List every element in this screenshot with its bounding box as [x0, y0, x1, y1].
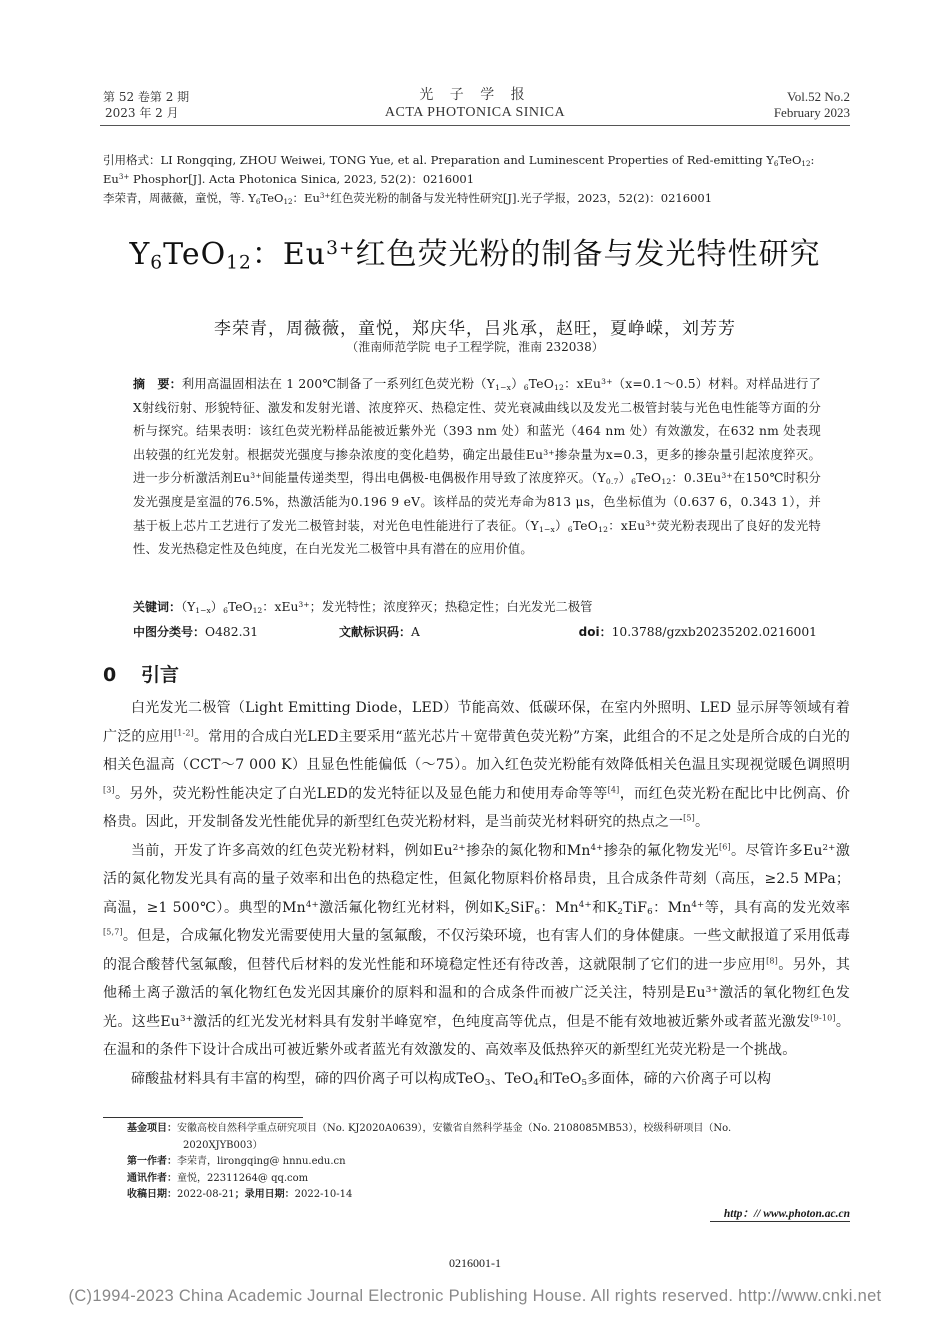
cnki-watermark: (C)1994-2023 China Academic Journal Electronic Publishing House. All rights reserved. http://www.cnki.net	[68, 1287, 882, 1305]
header-date-en: February 2023	[773, 105, 850, 120]
keywords: 关键词：$(Y_{1-x})_6TeO_{12}$：xEu$^{3+}$；发光特性；浓度猝灭；热稳定性；白光发光二极管	[133, 599, 593, 615]
keywords-label: 关键词：	[133, 600, 182, 614]
clc-number: 中图分类号：O482.31	[133, 625, 259, 639]
section-heading	[103, 660, 179, 687]
header-vol-en: Vol.52 No.2	[787, 89, 850, 104]
header-volume-en	[774, 89, 850, 121]
header-rule	[100, 125, 850, 126]
doi[interactable]: doi：10.3788/gzxb20235202.0216001	[578, 625, 817, 639]
first-author: 第一作者：李荣青，lirongqing@ hnnu.edu.cn	[127, 1156, 346, 1167]
paragraph: 碲酸盐材料具有丰富的构型，碲的四价离子可以构成TeO$_3$、TeO$_4$和TeO$_5$多面体，碲的六价离子可以构	[131, 1070, 772, 1088]
document-code: 文献标识码：A	[339, 625, 420, 639]
page-number: 0216001-1	[449, 1256, 501, 1270]
footnote-rule	[103, 1117, 303, 1118]
author-list: 李荣青，周薇薇，童悦，郑庆华，吕兆承，赵旺，夏峥嵘，刘芳芳	[214, 319, 736, 339]
header-volume-cn: 第 52 卷第 2 期	[103, 90, 190, 104]
citation-ref[interactable]: [3]	[103, 784, 115, 794]
funding: 基金项目：安徽高校自然科学重点研究项目（No. KJ2020A0639），安徽省自然科学基金（No. 2108085MB53），校级科研项目（No.	[127, 1123, 732, 1134]
citation-ref[interactable]: [5]	[683, 813, 695, 823]
journal-name-cn: 光 子 学 报	[419, 87, 531, 103]
citation-cn: 李荣青，周薇薇，童悦，等. $Y_6TeO_{12}$：$Eu^{3+}$红色荧光粉的制备与发光特性研究[J].光子学报，2023，52(2)：0216001	[103, 191, 713, 206]
section-title: 引言	[141, 664, 180, 686]
url-rule	[710, 1221, 850, 1222]
paragraph: 白光发光二极管（Light Emitting Diode，LED）节能高效、低碳环保，在室内外照明、LED 显示屏等领域有着广泛的应用[1-2]。常用的合成白光LED主要采用“蓝光芯片＋宽带黄色荧光粉”方案，此组合的不足之处是所合成的白光的相关色温高（CCT～7 000 K）且显色性能偏低（～75）。加入红色荧光粉能有效降低相关色温且实现视觉暖色调照明[3]。另外，荧光粉性能决定了白光LED的发光特征以及显色能力和使用寿命等等[4]，而红色荧光粉在配比中比例高、价格贵。因此，开发制备发光性能优异的新型红色荧光粉材料，是当前荧光材料研究的热点之一[5]。	[103, 700, 850, 830]
citation-ref[interactable]: [8]	[766, 955, 778, 965]
citation-en: 引用格式：LI Rongqing, ZHOU Weiwei, TONG Yue, et al. Preparation and Luminescent Properties of Red-emitting $Y_6TeO_{12}$: $Eu^{3+}$ Phosphor[J]. Acta Photonica Sinica, 2023, 52(2)：0216001	[103, 153, 815, 186]
paper-title: $Y_6TeO_{12}$：$Eu^{3+}$红色荧光粉的制备与发光特性研究	[129, 237, 821, 274]
body-text	[103, 694, 850, 1093]
citation-ref[interactable]: [1-2]	[173, 727, 194, 737]
dates: 收稿日期：2022-08-21；录用日期：2022-10-14	[127, 1189, 353, 1200]
citation-ref[interactable]: [5,7]	[103, 927, 123, 937]
section-number: 0	[103, 664, 117, 686]
corresponding-author: 通讯作者：童悦，22311264@ qq.com	[127, 1172, 309, 1184]
abstract: 摘 要：利用高温固相法在 1 200℃制备了一系列红色荧光粉$(Y_{1-x})_6TeO_{12}$：xEu$^{3+}$（x=0.1～0.5）材料。对样品进行了X射线衍射、形貌特征、激发和发射光谱、浓度猝灭、热稳定性、荧光衰减曲线以及发光二极管封装与光色电性能等方面的分析与探究。结果表明：该红色荧光粉样品能被近紫外光（393 nm 处）和蓝光（464 nm 处）有效激发，在632 nm 处表现出较强的红光发射。根据荧光强度与掺杂浓度的变化趋势，确定出最佳$Eu^{3+}$掺杂量为x=0.3，更多的掺杂量引起浓度猝灭。进一步分析激活剂$Eu^{3+}$间能量传递类型，得出电偶极-电偶极作用导致了浓度猝灭。$(Y_{0.7})_6TeO_{12}$：$0.3Eu^{3+}$在150℃时积分发光强度是室温的76.5%，热激活能为0.196 9 eV。该样品的荧光寿命为813 μs，色坐标值为（0.637 6，0.343 1），并基于板上芯片工艺进行了发光二极管封装，对光色电性能进行了表征。$(Y_{1-x})_6TeO_{12}$：xEu$^{3+}$荧光粉表现出了良好的发光特性、发光热稳定性及色纯度，在白光发光二极管中具有潜在的应用价值。	[133, 376, 822, 557]
journal-url[interactable]: http：// www.photon.ac.cn	[723, 1208, 850, 1220]
abstract-label: 摘 要：	[133, 377, 182, 391]
paragraph: 当前，开发了许多高效的红色荧光粉材料，例如$Eu^{2+}$掺杂的氮化物和$Mn^{4+}$掺杂的氟化物发光[6]。尽管许多$Eu^{2+}$激活的氮化物发光具有高的量子效率和出色的热稳定性，但氮化物原料价格昂贵，且合成条件苛刻（高压，≥2.5 MPa；高温，≥1 500℃）。典型的$Mn^{4+}$激活氟化物红光材料，例如$K_2SiF_6$：$Mn^{4+}$和$K_2TiF_6$：$Mn^{4+}$等，具有高的发光效率[5,7]。但是，合成氟化物发光需要使用大量的氢氟酸，不仅污染环境，也有害人们的身体健康。一些文献报道了采用低毒的混合酸替代氢氟酸，但替代后材料的发光性能和环境稳定性还有待改善，这就限制了它们的进一步应用[8]。另外，其他稀土离子激活的氧化物红色发光因其廉价的原料和温和的合成条件而被广泛关注，特别是$Eu^{3+}$激活的氧化物红色发光。这些$Eu^{3+}$激活的红光发光材料具有发射半峰宽窄，色纯度高等优点，但是不能有效地被近紫外或者蓝光激发[9-10]。在温和的条件下设计合成出可被近紫外或者蓝光有效激发的、高效率及低热猝灭的新型红光荧光粉是一个挑战。	[103, 841, 851, 1058]
header-date-cn: 2023 年 2 月	[105, 106, 179, 120]
citation-ref[interactable]: [4]	[607, 784, 620, 794]
footnotes	[127, 1121, 850, 1204]
citation-ref[interactable]: [6]	[718, 841, 731, 851]
funding-cont: 2020XJYB003）	[183, 1139, 263, 1151]
affiliation: （淮南师范学院 电子工程学院，淮南 232038）	[346, 340, 604, 354]
citation-ref[interactable]: [9-10]	[810, 1012, 836, 1022]
journal-name-en: ACTA PHOTONICA SINICA	[384, 105, 566, 120]
